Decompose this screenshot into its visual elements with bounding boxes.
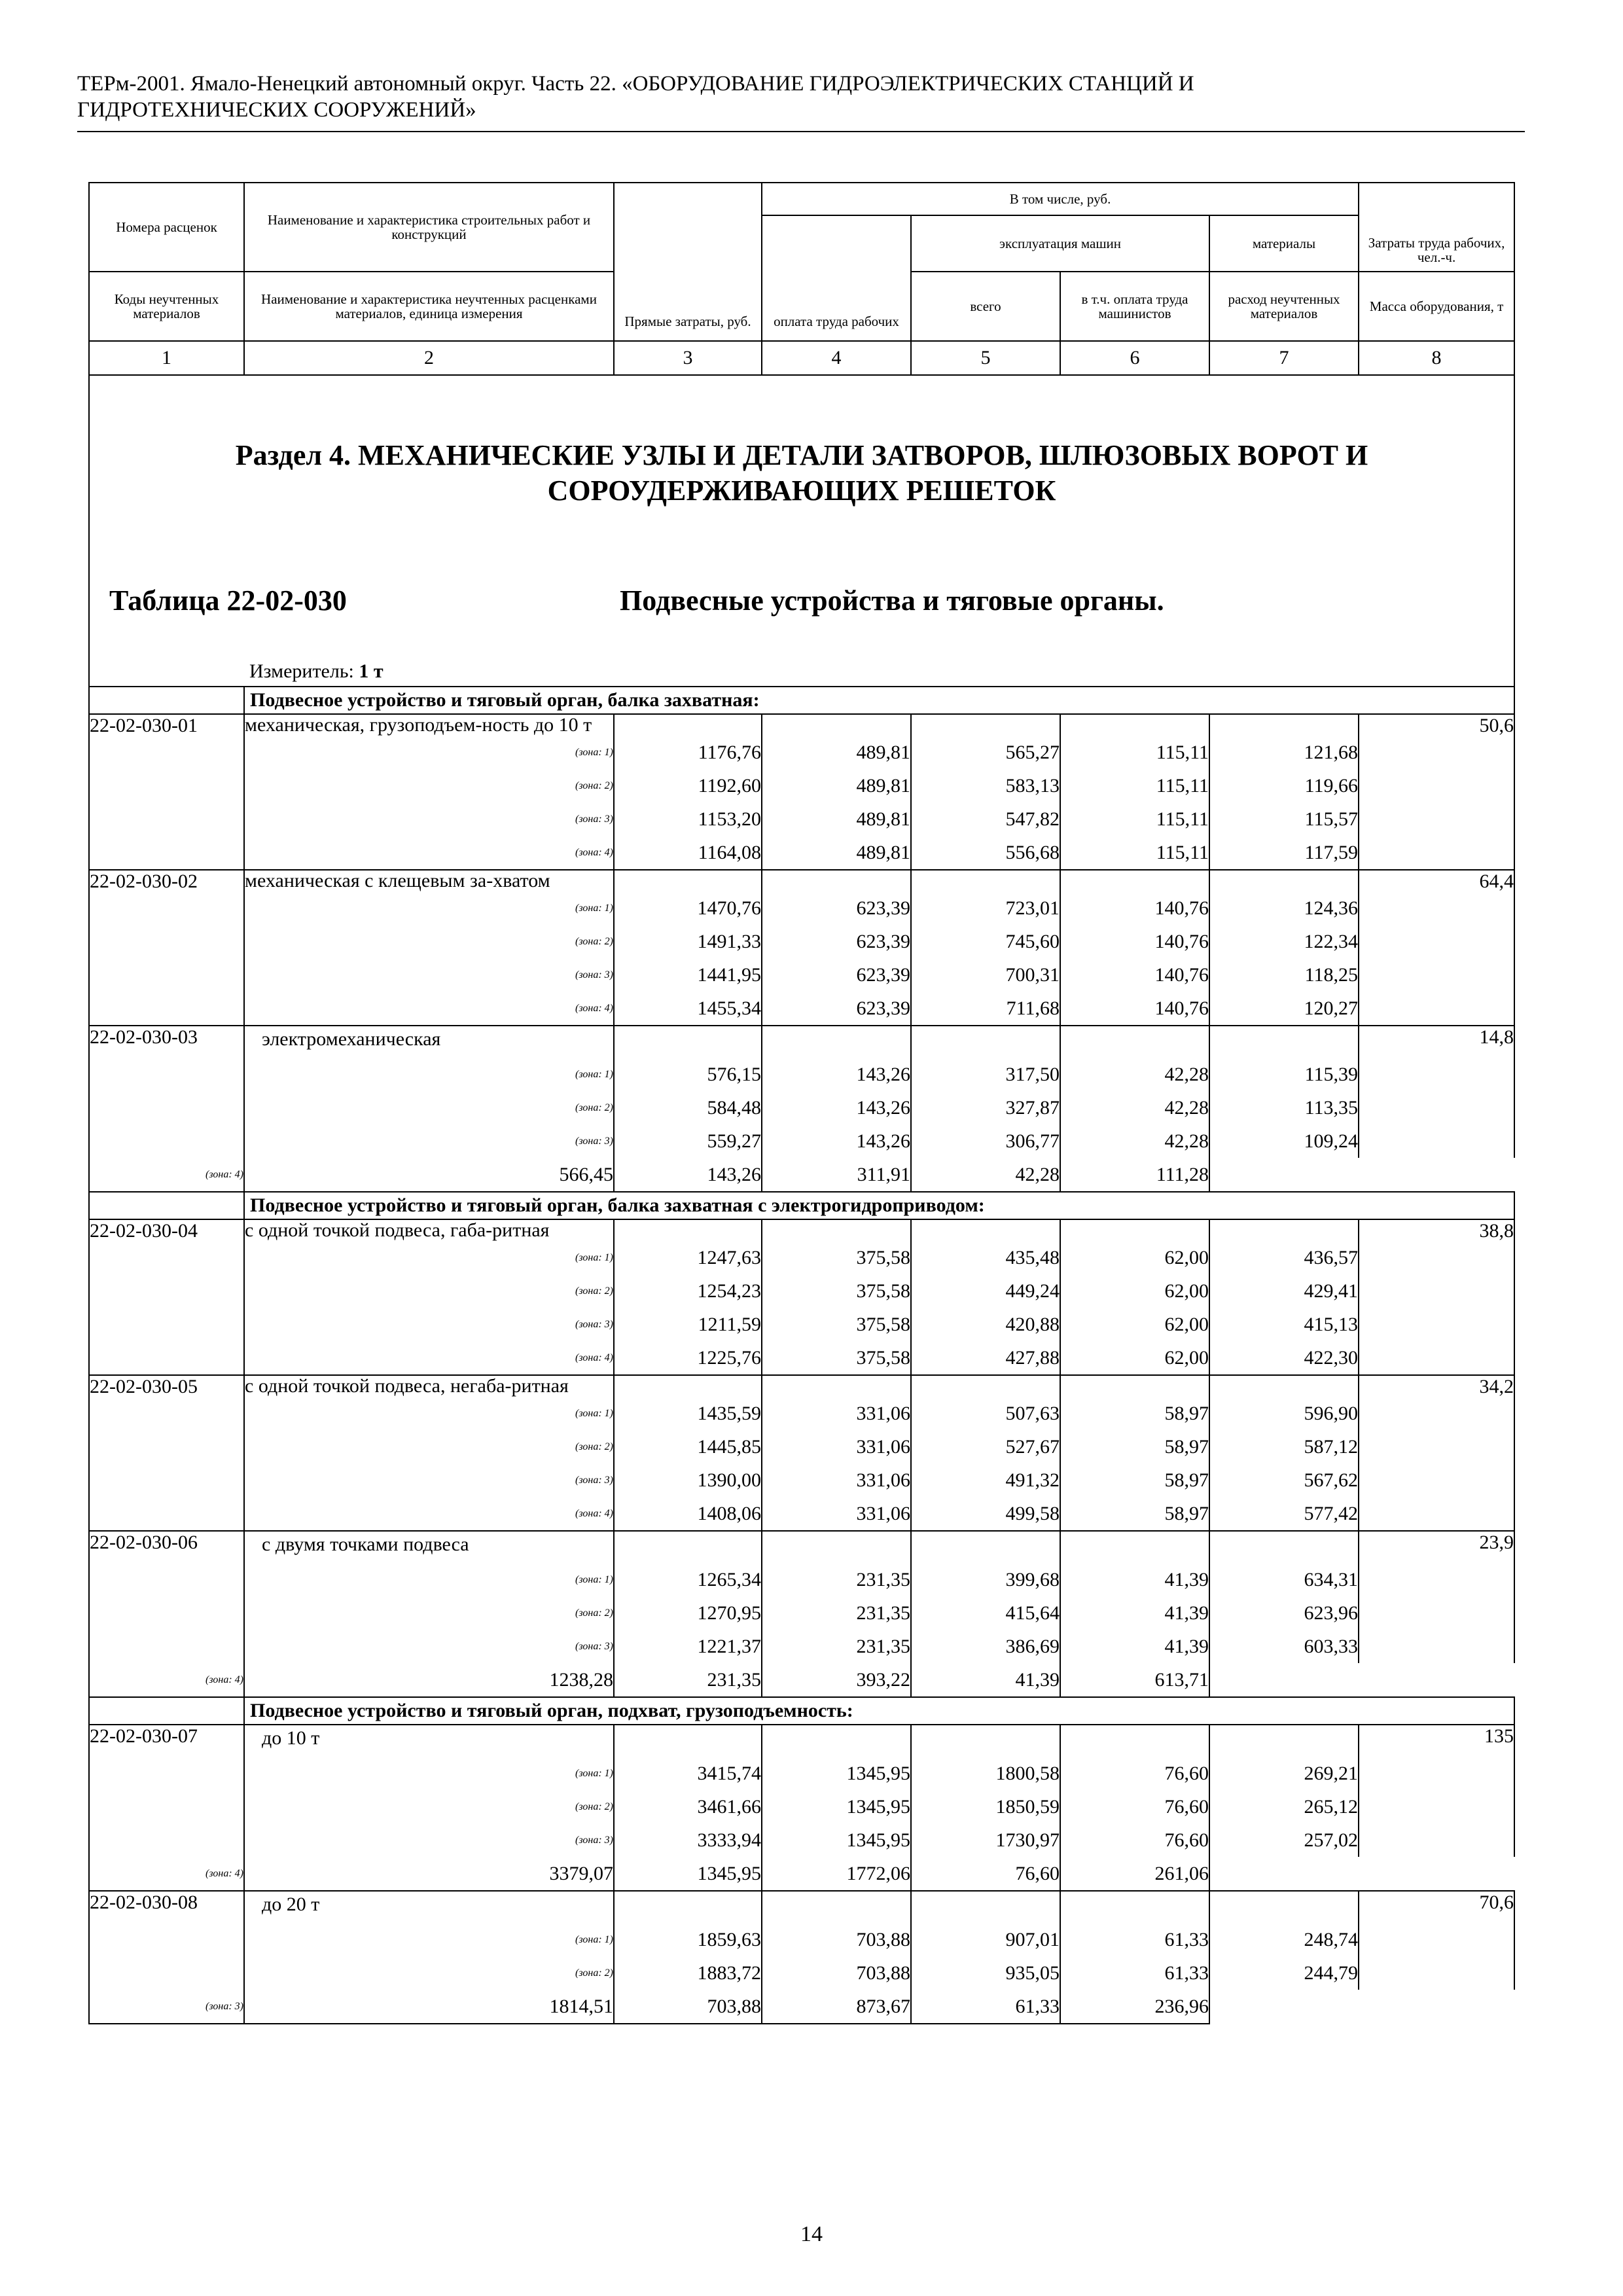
zone-label: (зона: 3) bbox=[244, 802, 614, 836]
zone-label: (зона: 1) bbox=[244, 736, 614, 769]
machine-ops-total: 907,01 bbox=[911, 1923, 1060, 1956]
table-row bbox=[89, 870, 1514, 891]
direct-costs: 1192,60 bbox=[614, 769, 762, 802]
materials-cost: 117,59 bbox=[1209, 836, 1359, 870]
th-including: В том числе, руб. bbox=[762, 183, 1359, 215]
machinist-pay: 140,76 bbox=[1060, 925, 1209, 958]
machine-ops-total: 427,88 bbox=[911, 1341, 1060, 1375]
machine-ops-total: 386,69 bbox=[911, 1630, 1060, 1663]
machinist-pay: 62,00 bbox=[1060, 1241, 1209, 1274]
machinist-pay: 42,28 bbox=[1060, 1058, 1209, 1091]
zone-label: (зона: 2) bbox=[244, 1430, 614, 1463]
col-number: 5 bbox=[911, 341, 1060, 375]
materials-cost: 587,12 bbox=[1209, 1430, 1359, 1463]
equipment-mass: 70,6 bbox=[1359, 1891, 1514, 1990]
direct-costs: 1408,06 bbox=[614, 1497, 762, 1531]
machinist-pay: 58,97 bbox=[1060, 1497, 1209, 1531]
machinist-pay: 41,39 bbox=[1060, 1630, 1209, 1663]
zone-row bbox=[89, 1058, 1514, 1091]
header-line-2: ГИДРОТЕХНИЧЕСКИХ СООРУЖЕНИЙ» bbox=[77, 98, 476, 122]
zone-row bbox=[89, 1663, 1514, 1697]
zone-label: (зона: 3) bbox=[244, 1308, 614, 1341]
zone-row bbox=[89, 1274, 1514, 1308]
zone-label: (зона: 2) bbox=[244, 1091, 614, 1124]
equipment-mass: 34,2 bbox=[1359, 1375, 1514, 1531]
th-total: всего bbox=[911, 272, 1060, 341]
worker-pay: 331,06 bbox=[762, 1463, 911, 1497]
equipment-mass: 14,8 bbox=[1359, 1026, 1514, 1158]
worker-pay: 231,35 bbox=[762, 1563, 911, 1596]
col-number: 7 bbox=[1209, 341, 1359, 375]
direct-costs: 3379,07 bbox=[244, 1857, 614, 1891]
zone-label: (зона: 4) bbox=[89, 1663, 244, 1697]
zone-row bbox=[89, 925, 1514, 958]
direct-costs: 1164,08 bbox=[614, 836, 762, 870]
th-incl-machinist-pay: в т.ч. оплата труда машинистов bbox=[1060, 272, 1209, 341]
direct-costs: 1435,59 bbox=[614, 1397, 762, 1430]
zone-label: (зона: 2) bbox=[244, 1790, 614, 1823]
equipment-mass: 38,8 bbox=[1359, 1219, 1514, 1375]
direct-costs: 1265,34 bbox=[614, 1563, 762, 1596]
rate-name: механическая с клещевым за-хватом bbox=[244, 870, 614, 891]
rate-code: 22-02-030-06 bbox=[89, 1531, 244, 1663]
machinist-pay: 61,33 bbox=[1060, 1956, 1209, 1990]
section-cell bbox=[89, 375, 1514, 657]
col-number: 8 bbox=[1359, 341, 1514, 375]
direct-costs: 1814,51 bbox=[244, 1990, 614, 2024]
rate-name: до 10 т bbox=[244, 1725, 614, 1757]
zone-label: (зона: 3) bbox=[244, 1124, 614, 1158]
worker-pay: 489,81 bbox=[762, 769, 911, 802]
zone-label: (зона: 1) bbox=[244, 1241, 614, 1274]
direct-costs: 1470,76 bbox=[614, 891, 762, 925]
direct-costs: 559,27 bbox=[614, 1124, 762, 1158]
zone-row bbox=[89, 736, 1514, 769]
zone-label: (зона: 1) bbox=[244, 891, 614, 925]
zone-row bbox=[89, 1397, 1514, 1430]
machinist-pay: 115,11 bbox=[1060, 769, 1209, 802]
worker-pay: 623,39 bbox=[762, 891, 911, 925]
rate-name: механическая, грузоподъем-ность до 10 т bbox=[244, 714, 614, 736]
equipment-mass: 64,4 bbox=[1359, 870, 1514, 1026]
group-title: Подвесное устройство и тяговый орган, подхват, грузоподъемность: bbox=[244, 1697, 1514, 1725]
zone-label: (зона: 2) bbox=[244, 1956, 614, 1990]
materials-cost: 244,79 bbox=[1209, 1956, 1359, 1990]
machinist-pay: 41,39 bbox=[1060, 1563, 1209, 1596]
direct-costs: 1441,95 bbox=[614, 958, 762, 992]
machine-ops-total: 547,82 bbox=[911, 802, 1060, 836]
materials-cost: 623,96 bbox=[1209, 1596, 1359, 1630]
zone-row bbox=[89, 891, 1514, 925]
section-title-line-2: СОРОУДЕРЖИВАЮЩИХ РЕШЕТОК bbox=[547, 475, 1056, 507]
table-row bbox=[89, 1891, 1514, 1923]
col-number: 1 bbox=[89, 341, 244, 375]
materials-cost: 236,96 bbox=[1060, 1990, 1209, 2024]
col-number: 6 bbox=[1060, 341, 1209, 375]
materials-cost: 261,06 bbox=[1060, 1857, 1209, 1891]
materials-cost: 121,68 bbox=[1209, 736, 1359, 769]
worker-pay: 489,81 bbox=[762, 836, 911, 870]
materials-cost: 436,57 bbox=[1209, 1241, 1359, 1274]
machine-ops-total: 507,63 bbox=[911, 1397, 1060, 1430]
zone-row bbox=[89, 1857, 1514, 1891]
materials-cost: 567,62 bbox=[1209, 1463, 1359, 1497]
machine-ops-total: 491,32 bbox=[911, 1463, 1060, 1497]
page-number: 14 bbox=[800, 2222, 823, 2246]
direct-costs: 1254,23 bbox=[614, 1274, 762, 1308]
zone-row bbox=[89, 1790, 1514, 1823]
table-row bbox=[89, 1375, 1514, 1397]
worker-pay: 331,06 bbox=[762, 1497, 911, 1531]
section-title bbox=[90, 438, 1514, 509]
machine-ops-total: 415,64 bbox=[911, 1596, 1060, 1630]
materials-cost: 118,25 bbox=[1209, 958, 1359, 992]
machine-ops-total: 745,60 bbox=[911, 925, 1060, 958]
worker-pay: 489,81 bbox=[762, 802, 911, 836]
direct-costs: 1445,85 bbox=[614, 1430, 762, 1463]
materials-cost: 257,02 bbox=[1209, 1823, 1359, 1857]
worker-pay: 703,88 bbox=[762, 1956, 911, 1990]
measure-cell bbox=[244, 657, 1514, 687]
th-worker-pay: оплата труда рабочих bbox=[762, 215, 911, 341]
machinist-pay: 115,11 bbox=[1060, 836, 1209, 870]
machinist-pay: 42,28 bbox=[1060, 1091, 1209, 1124]
rate-code: 22-02-030-04 bbox=[89, 1219, 244, 1375]
machinist-pay: 42,28 bbox=[1060, 1124, 1209, 1158]
zone-label: (зона: 4) bbox=[244, 992, 614, 1026]
materials-cost: 115,39 bbox=[1209, 1058, 1359, 1091]
machine-ops-total: 711,68 bbox=[911, 992, 1060, 1026]
group-row bbox=[89, 1192, 1514, 1219]
materials-cost: 122,34 bbox=[1209, 925, 1359, 958]
machinist-pay: 61,33 bbox=[1060, 1923, 1209, 1956]
zone-row bbox=[89, 802, 1514, 836]
machine-ops-total: 565,27 bbox=[911, 736, 1060, 769]
th-codes-unaccounted: Коды неучтенных материалов bbox=[89, 272, 244, 341]
machine-ops-total: 700,31 bbox=[911, 958, 1060, 992]
direct-costs: 1153,20 bbox=[614, 802, 762, 836]
materials-cost: 124,36 bbox=[1209, 891, 1359, 925]
zone-row bbox=[89, 1091, 1514, 1124]
rate-name: до 20 т bbox=[244, 1891, 614, 1923]
materials-cost: 269,21 bbox=[1209, 1757, 1359, 1790]
rate-name: с двумя точками подвеса bbox=[244, 1531, 614, 1563]
machine-ops-total: 1772,06 bbox=[762, 1857, 911, 1891]
materials-cost: 111,28 bbox=[1060, 1158, 1209, 1192]
materials-cost: 265,12 bbox=[1209, 1790, 1359, 1823]
table-number: Таблица 22-02-030 bbox=[109, 584, 347, 617]
zone-label: (зона: 1) bbox=[244, 1563, 614, 1596]
worker-pay: 143,26 bbox=[762, 1091, 911, 1124]
direct-costs: 3415,74 bbox=[614, 1757, 762, 1790]
zone-row bbox=[89, 1124, 1514, 1158]
worker-pay: 623,39 bbox=[762, 958, 911, 992]
worker-pay: 375,58 bbox=[762, 1274, 911, 1308]
machinist-pay: 140,76 bbox=[1060, 992, 1209, 1026]
zone-label: (зона: 4) bbox=[89, 1857, 244, 1891]
machine-ops-total: 327,87 bbox=[911, 1091, 1060, 1124]
section-row bbox=[89, 375, 1514, 657]
machine-ops-total: 311,91 bbox=[762, 1158, 911, 1192]
materials-cost: 429,41 bbox=[1209, 1274, 1359, 1308]
zone-label: (зона: 4) bbox=[244, 1341, 614, 1375]
rate-code: 22-02-030-02 bbox=[89, 870, 244, 1026]
zone-label: (зона: 4) bbox=[89, 1158, 244, 1192]
equipment-mass: 23,9 bbox=[1359, 1531, 1514, 1663]
materials-cost: 120,27 bbox=[1209, 992, 1359, 1026]
col-number: 4 bbox=[762, 341, 911, 375]
direct-costs: 3461,66 bbox=[614, 1790, 762, 1823]
th-materials: материалы bbox=[1209, 215, 1359, 272]
zone-label: (зона: 1) bbox=[244, 1397, 614, 1430]
direct-costs: 1455,34 bbox=[614, 992, 762, 1026]
zone-row bbox=[89, 1308, 1514, 1341]
machinist-pay: 115,11 bbox=[1060, 736, 1209, 769]
materials-cost: 596,90 bbox=[1209, 1397, 1359, 1430]
machine-ops-total: 583,13 bbox=[911, 769, 1060, 802]
machinist-pay: 115,11 bbox=[1060, 802, 1209, 836]
zone-row bbox=[89, 1463, 1514, 1497]
machinist-pay: 62,00 bbox=[1060, 1274, 1209, 1308]
zone-label: (зона: 3) bbox=[244, 958, 614, 992]
machinist-pay: 42,28 bbox=[911, 1158, 1060, 1192]
th-unaccounted-consumption: расход неучтенных материалов bbox=[1209, 272, 1359, 341]
worker-pay: 623,39 bbox=[762, 992, 911, 1026]
col-number: 2 bbox=[244, 341, 614, 375]
zone-row bbox=[89, 1497, 1514, 1531]
rate-name: с одной точкой подвеса, негаба-ритная bbox=[244, 1375, 614, 1397]
zone-row bbox=[89, 769, 1514, 802]
machinist-pay: 140,76 bbox=[1060, 958, 1209, 992]
worker-pay: 331,06 bbox=[762, 1430, 911, 1463]
table-row bbox=[89, 1725, 1514, 1757]
group-title: Подвесное устройство и тяговый орган, балка захватная с электрогидроприводом: bbox=[244, 1192, 1514, 1219]
table-row bbox=[89, 1531, 1514, 1563]
machine-ops-total: 399,68 bbox=[911, 1563, 1060, 1596]
worker-pay: 703,88 bbox=[762, 1923, 911, 1956]
rate-code: 22-02-030-05 bbox=[89, 1375, 244, 1531]
machinist-pay: 76,60 bbox=[911, 1857, 1060, 1891]
zone-row bbox=[89, 1990, 1514, 2024]
table-row bbox=[89, 714, 1514, 736]
zone-label: (зона: 1) bbox=[244, 1923, 614, 1956]
th-labor-costs: Затраты труда рабочих, чел.-ч. bbox=[1359, 183, 1514, 272]
th-equipment-mass: Масса оборудования, т bbox=[1359, 272, 1514, 341]
materials-cost: 415,13 bbox=[1209, 1308, 1359, 1341]
machinist-pay: 62,00 bbox=[1060, 1308, 1209, 1341]
machine-ops-total: 527,67 bbox=[911, 1430, 1060, 1463]
direct-costs: 1247,63 bbox=[614, 1241, 762, 1274]
materials-cost: 577,42 bbox=[1209, 1497, 1359, 1531]
machine-ops-total: 449,24 bbox=[911, 1274, 1060, 1308]
machinist-pay: 58,97 bbox=[1060, 1463, 1209, 1497]
worker-pay: 375,58 bbox=[762, 1308, 911, 1341]
zone-row bbox=[89, 1563, 1514, 1596]
zone-label: (зона: 3) bbox=[244, 1463, 614, 1497]
worker-pay: 143,26 bbox=[614, 1158, 762, 1192]
rate-code: 22-02-030-08 bbox=[89, 1891, 244, 1990]
machine-ops-total: 317,50 bbox=[911, 1058, 1060, 1091]
direct-costs: 576,15 bbox=[614, 1058, 762, 1091]
worker-pay: 231,35 bbox=[614, 1663, 762, 1697]
materials-cost: 248,74 bbox=[1209, 1923, 1359, 1956]
zone-label: (зона: 3) bbox=[244, 1630, 614, 1663]
group-row bbox=[89, 687, 1514, 714]
measure-value: 1 т bbox=[359, 660, 383, 682]
zone-label: (зона: 3) bbox=[89, 1990, 244, 2024]
materials-cost: 109,24 bbox=[1209, 1124, 1359, 1158]
materials-cost: 115,57 bbox=[1209, 802, 1359, 836]
worker-pay: 1345,95 bbox=[762, 1757, 911, 1790]
zone-label: (зона: 2) bbox=[244, 925, 614, 958]
zone-label: (зона: 3) bbox=[244, 1823, 614, 1857]
zone-row bbox=[89, 958, 1514, 992]
direct-costs: 1491,33 bbox=[614, 925, 762, 958]
direct-costs: 1883,72 bbox=[614, 1956, 762, 1990]
machinist-pay: 76,60 bbox=[1060, 1823, 1209, 1857]
zone-row bbox=[89, 836, 1514, 870]
zone-row bbox=[89, 1823, 1514, 1857]
worker-pay: 623,39 bbox=[762, 925, 911, 958]
machinist-pay: 41,39 bbox=[1060, 1596, 1209, 1630]
worker-pay: 143,26 bbox=[762, 1124, 911, 1158]
rate-code: 22-02-030-03 bbox=[89, 1026, 244, 1158]
direct-costs: 1221,37 bbox=[614, 1630, 762, 1663]
worker-pay: 231,35 bbox=[762, 1596, 911, 1630]
document-header bbox=[77, 71, 1517, 123]
th-name-unaccounted: Наименование и характеристика неучтенных расценками материалов, единица измерения bbox=[244, 272, 614, 341]
header-rule bbox=[77, 131, 1525, 132]
direct-costs: 3333,94 bbox=[614, 1823, 762, 1857]
direct-costs: 566,45 bbox=[244, 1158, 614, 1192]
worker-pay: 375,58 bbox=[762, 1241, 911, 1274]
zone-label: (зона: 4) bbox=[244, 836, 614, 870]
table-row bbox=[89, 1026, 1514, 1058]
zone-row bbox=[89, 1341, 1514, 1375]
direct-costs: 1225,76 bbox=[614, 1341, 762, 1375]
zone-label: (зона: 1) bbox=[244, 1757, 614, 1790]
zone-label: (зона: 2) bbox=[244, 1274, 614, 1308]
col-number: 3 bbox=[614, 341, 762, 375]
direct-costs: 584,48 bbox=[614, 1091, 762, 1124]
machine-ops-total: 1730,97 bbox=[911, 1823, 1060, 1857]
worker-pay: 489,81 bbox=[762, 736, 911, 769]
zone-row bbox=[89, 1630, 1514, 1663]
materials-cost: 634,31 bbox=[1209, 1563, 1359, 1596]
rate-code: 22-02-030-07 bbox=[89, 1725, 244, 1857]
table-name: Подвесные устройства и тяговые органы. bbox=[620, 584, 1164, 617]
header-line-1: ТЕРм-2001. Ямало-Ненецкий автономный округ. Часть 22. «ОБОРУДОВАНИЕ ГИДРОЭЛЕКТРИЧЕСКИХ СТАНЦИЙ И bbox=[77, 72, 1194, 96]
machine-ops-total: 499,58 bbox=[911, 1497, 1060, 1531]
equipment-mass: 135 bbox=[1359, 1725, 1514, 1857]
zone-label: (зона: 4) bbox=[244, 1497, 614, 1531]
rate-name: с одной точкой подвеса, габа-ритная bbox=[244, 1219, 614, 1241]
zone-row bbox=[89, 1430, 1514, 1463]
machinist-pay: 140,76 bbox=[1060, 891, 1209, 925]
machine-ops-total: 435,48 bbox=[911, 1241, 1060, 1274]
materials-cost: 422,30 bbox=[1209, 1341, 1359, 1375]
rate-code: 22-02-030-01 bbox=[89, 714, 244, 870]
machinist-pay: 58,97 bbox=[1060, 1397, 1209, 1430]
equipment-mass: 50,6 bbox=[1359, 714, 1514, 870]
rates-table bbox=[88, 182, 1515, 2024]
machine-ops-total: 306,77 bbox=[911, 1124, 1060, 1158]
machinist-pay: 76,60 bbox=[1060, 1757, 1209, 1790]
zone-row bbox=[89, 1158, 1514, 1192]
zone-row bbox=[89, 1596, 1514, 1630]
worker-pay: 331,06 bbox=[762, 1397, 911, 1430]
direct-costs: 1176,76 bbox=[614, 736, 762, 769]
materials-cost: 113,35 bbox=[1209, 1091, 1359, 1124]
machinist-pay: 76,60 bbox=[1060, 1790, 1209, 1823]
rate-name: электромеханическая bbox=[244, 1026, 614, 1058]
group-row bbox=[89, 1697, 1514, 1725]
materials-cost: 119,66 bbox=[1209, 769, 1359, 802]
machinist-pay: 41,39 bbox=[911, 1663, 1060, 1697]
worker-pay: 703,88 bbox=[614, 1990, 762, 2024]
zone-label: (зона: 2) bbox=[244, 1596, 614, 1630]
direct-costs: 1238,28 bbox=[244, 1663, 614, 1697]
zone-row bbox=[89, 1757, 1514, 1790]
worker-pay: 1345,95 bbox=[762, 1823, 911, 1857]
direct-costs: 1390,00 bbox=[614, 1463, 762, 1497]
section-title-line-1: Раздел 4. МЕХАНИЧЕСКИЕ УЗЛЫ И ДЕТАЛИ ЗАТВОРОВ, ШЛЮЗОВЫХ ВОРОТ И bbox=[235, 439, 1368, 471]
materials-cost: 613,71 bbox=[1060, 1663, 1209, 1697]
zone-row bbox=[89, 1923, 1514, 1956]
machinist-pay: 62,00 bbox=[1060, 1341, 1209, 1375]
table-row bbox=[89, 1219, 1514, 1241]
zone-row bbox=[89, 992, 1514, 1026]
direct-costs: 1859,63 bbox=[614, 1923, 762, 1956]
zone-row bbox=[89, 1956, 1514, 1990]
worker-pay: 143,26 bbox=[762, 1058, 911, 1091]
machine-ops-total: 393,22 bbox=[762, 1663, 911, 1697]
machine-ops-total: 1800,58 bbox=[911, 1757, 1060, 1790]
th-machine-ops: эксплуатация машин bbox=[911, 215, 1209, 272]
machinist-pay: 61,33 bbox=[911, 1990, 1060, 2024]
worker-pay: 1345,95 bbox=[614, 1857, 762, 1891]
worker-pay: 375,58 bbox=[762, 1341, 911, 1375]
group-title: Подвесное устройство и тяговый орган, балка захватная: bbox=[244, 687, 1514, 714]
zone-label: (зона: 2) bbox=[244, 769, 614, 802]
measure-row bbox=[89, 657, 1514, 687]
direct-costs: 1270,95 bbox=[614, 1596, 762, 1630]
machine-ops-total: 935,05 bbox=[911, 1956, 1060, 1990]
direct-costs: 1211,59 bbox=[614, 1308, 762, 1341]
machine-ops-total: 420,88 bbox=[911, 1308, 1060, 1341]
column-numbers-row bbox=[89, 341, 1514, 375]
machine-ops-total: 873,67 bbox=[762, 1990, 911, 2024]
machine-ops-total: 723,01 bbox=[911, 891, 1060, 925]
worker-pay: 231,35 bbox=[762, 1630, 911, 1663]
th-rate-numbers: Номера расценок bbox=[89, 183, 244, 272]
machine-ops-total: 556,68 bbox=[911, 836, 1060, 870]
worker-pay: 1345,95 bbox=[762, 1790, 911, 1823]
zone-label: (зона: 1) bbox=[244, 1058, 614, 1091]
measure-label: Измеритель: bbox=[249, 660, 354, 682]
zone-row bbox=[89, 1241, 1514, 1274]
materials-cost: 603,33 bbox=[1209, 1630, 1359, 1663]
th-name-works: Наименование и характеристика строительных работ и конструкций bbox=[244, 183, 614, 272]
machine-ops-total: 1850,59 bbox=[911, 1790, 1060, 1823]
th-direct-costs: Прямые затраты, руб. bbox=[614, 183, 762, 341]
machinist-pay: 58,97 bbox=[1060, 1430, 1209, 1463]
